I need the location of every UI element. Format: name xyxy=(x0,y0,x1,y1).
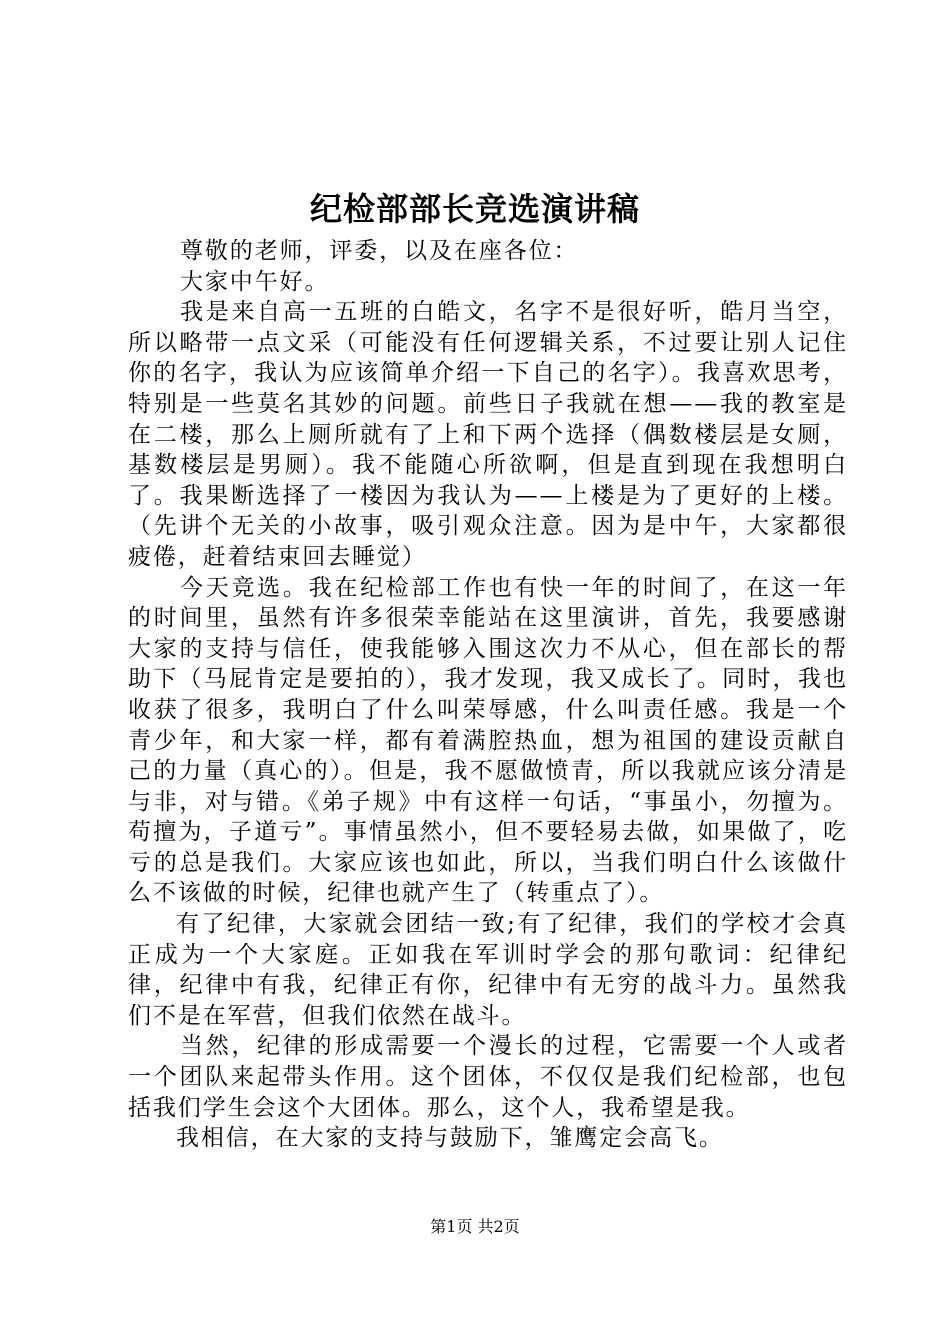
document-body xyxy=(128,236,848,1154)
page-number-footer: 第1页 共2页 xyxy=(430,1217,520,1236)
paragraph-introduction: 我是来自高一五班的白皓文，名字不是很好听，皓月当空，所以略带一点文采（可能没有任何逻辑关系，不过要让别人记住你的名字，我认为应该简单介绍一下自己的名字）。我喜欢思考，特别是一些莫名其妙的问题。前些日子我就在想——我的教室是在二楼，那么上厕所就有了上和下两个选择（偶数楼层是女厕，基数楼层是男厕）。我不能随心所欲啊，但是直到现在我想明白了。我果断选择了一楼因为我认为——上楼是为了更好的上楼。（先讲个无关的小故事，吸引观众注意。因为是中午，大家都很疲倦，赶着结束回去睡觉） xyxy=(128,299,848,570)
paragraph-salutation: 尊敬的老师，评委，以及在座各位： xyxy=(180,238,579,264)
document-title: 纪检部部长竞选演讲稿 xyxy=(309,190,640,228)
paragraph-experience: 今天竞选。我在纪检部工作也有快一年的时间了，在这一年的时间里，虽然有许多很荣幸能站在这里演讲，首先，我要感谢大家的支持与信任，使我能够入围这次力不从心，但在部长的帮助下（马屁肯定是要拍的），我才发现，我又成长了。同时，我也收获了很多，我明白了什么叫荣辱感，什么叫责任感。我是一个青少年，和大家一样，都有着满腔热血，想为祖国的建设贡献自己的力量（真心的）。但是，我不愿做愤青，所以我就应该分清是与非，对与错。《弟子规》中有这样一句话，“事虽小，勿擅为。苟擅为，子道亏”。事情虽然小，但不要轻易去做，如果做了，吃亏的总是我们。大家应该也如此，所以，当我们明白什么该做什么不该做的时候，纪律也就产生了（转重点了）。 xyxy=(128,574,848,907)
paragraph-greeting: 大家中午好。 xyxy=(180,268,330,295)
paragraph-closing: 我相信，在大家的支持与鼓励下，雏鹰定会高飞。 xyxy=(176,1125,724,1152)
paragraph-discipline: 有了纪律，大家就会团结一致;有了纪律，我们的学校才会真正成为一个大家庭。正如我在军训时学会的那句歌词：纪律纪律，纪律中有我，纪律正有你，纪律中有无穷的战斗力。虽然我们不是在军营，但我们依然在战斗。 xyxy=(128,911,848,1029)
paragraph-leadership: 当然，纪律的形成需要一个漫长的过程，它需要一个人或者一个团队来起带头作用。这个团体，不仅仅是我们纪检部，也包括我们学生会这个大团体。那么，这个人，我希望是我。 xyxy=(128,1033,848,1121)
